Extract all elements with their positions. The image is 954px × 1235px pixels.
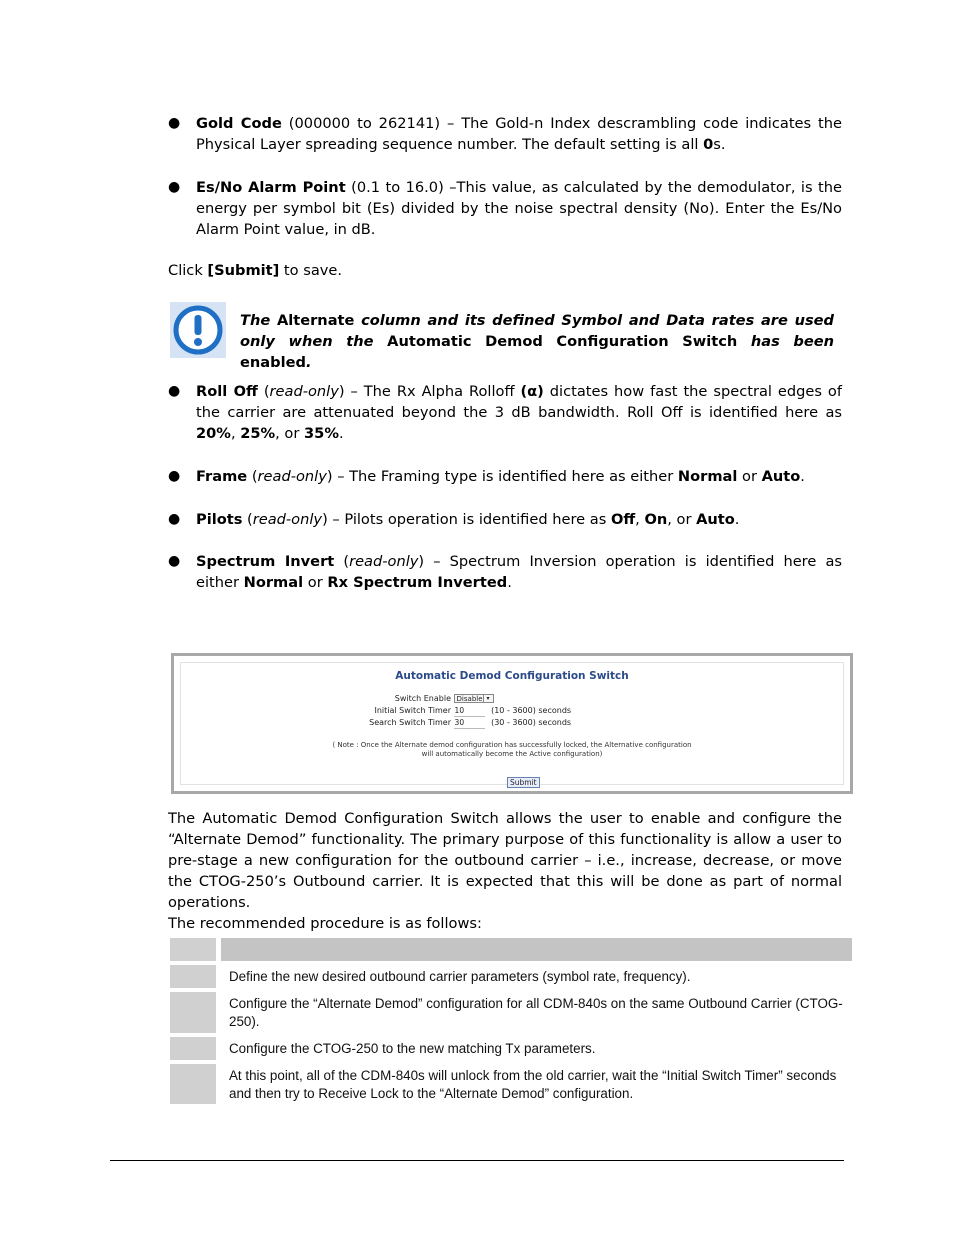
table-row (170, 992, 852, 1033)
step-number-cell (170, 1064, 216, 1104)
bullet-text: Es/No Alarm Point (0.1 to 16.0) –This value, as calculated by the demodulator, is the energy per symbol bit (Es) divided by the noise spectral density (No). Enter the Es/No Alarm Point value, in dB. (196, 179, 842, 238)
table-header-task (221, 938, 852, 961)
bullet-text: Pilots (read-only) – Pilots operation is identified here as Off, On, or Auto. (196, 511, 740, 528)
search-timer-row (333, 717, 571, 729)
step-number-cell (170, 1037, 216, 1060)
table-header-row (170, 938, 852, 961)
bullet-dot: ● (168, 383, 181, 399)
bullet-dot: ● (168, 115, 181, 131)
screenshot-panel (180, 662, 844, 785)
bullet-dot: ● (168, 553, 181, 569)
screenshot-note-line2: will automatically become the Active configuration) (421, 750, 603, 758)
switch-enable-row (333, 693, 494, 704)
step-text: Configure the “Alternate Demod” configuration for all CDM-840s on the same Outbound Carrier (CTOG-250). (229, 996, 843, 1029)
step-text: Configure the CTOG-250 to the new matching Tx parameters. (229, 1041, 596, 1056)
switch-enable-label: Switch Enable (394, 694, 451, 703)
bullet-spectrum-invert (168, 551, 842, 593)
table-row (170, 1037, 852, 1060)
initial-timer-label: Initial Switch Timer (374, 706, 451, 715)
step-number-cell (170, 965, 216, 988)
screenshot-note-line1: ( Note : Once the Alternate demod configuration has successfully locked, the Alternative configuration (332, 741, 692, 749)
bullet-pilots (168, 509, 842, 530)
submit-instruction: Click [Submit] to save. (168, 262, 343, 279)
bullet-roll-off (168, 381, 842, 444)
bullet-text: Gold Code (000000 to 262141) – The Gold-n Index descrambling code indicates the Physical Layer spreading sequence number. The default setting is all 0s. (196, 115, 842, 153)
footer-rule (110, 1160, 844, 1161)
bullet-frame (168, 466, 842, 487)
step-text: Define the new desired outbound carrier parameters (symbol rate, frequency). (229, 969, 691, 984)
bullet-dot: ● (168, 179, 181, 195)
step-text: At this point, all of the CDM-840s will unlock from the old carrier, wait the “Initial Switch Timer” seconds and then try to Receive Lock to the “Alternate Demod” configuration. (229, 1068, 837, 1101)
procedure-intro: The recommended procedure is as follows: (168, 915, 482, 932)
demod-switch-screenshot (171, 653, 853, 794)
search-timer-input[interactable]: 30 (454, 718, 485, 729)
bullet-gold-code (168, 113, 842, 155)
search-timer-range: (30 - 3600) seconds (491, 718, 572, 727)
search-timer-label: Search Switch Timer (369, 718, 451, 727)
switch-enable-select[interactable]: Disable ▾ (454, 694, 494, 703)
description-paragraph: The Automatic Demod Configuration Switch allows the user to enable and configure the “Alternate Demod” functionality. The primary purpose of this functionality is allow a user to pre-stage a new configuration for the outbound carrier – i.e., increase, decrease, or move the CTOG-250’s Outbound carrier. It is expected that this will be done as part of normal operations. (168, 810, 842, 911)
bullet-text: Frame (read-only) – The Framing type is identified here as either Normal or Auto. (196, 468, 805, 485)
initial-timer-row (333, 705, 571, 717)
bullet-text: Spectrum Invert (read-only) – Spectrum Inversion operation is identified here as either Normal or Rx Spectrum Inverted. (196, 553, 843, 591)
bullet-esno-alarm (168, 177, 842, 240)
important-note-icon (170, 302, 226, 358)
submit-button[interactable]: Submit (507, 777, 540, 788)
initial-timer-range: (10 - 3600) seconds (491, 706, 572, 715)
bullet-dot: ● (168, 468, 181, 484)
table-row (170, 965, 852, 988)
screenshot-title: Automatic Demod Configuration Switch (395, 670, 629, 682)
bullet-text: Roll Off (read-only) – The Rx Alpha Rolloff (α) dictates how fast the spectral edges of the carrier are attenuated beyond the 3 dB bandwidth. Roll Off is identified here as 20%, 25%, or 35%. (196, 383, 842, 442)
bullet-dot: ● (168, 511, 181, 527)
table-row (170, 1064, 852, 1104)
step-number-cell (170, 992, 216, 1033)
table-header-step (170, 938, 216, 961)
chevron-down-icon: ▾ (483, 695, 493, 702)
note-text: The Alternate column and its defined Symbol and Data rates are used only when the Automatic Demod Configuration Switch has been enabled. (240, 312, 835, 371)
initial-timer-input[interactable]: 10 (454, 706, 485, 717)
